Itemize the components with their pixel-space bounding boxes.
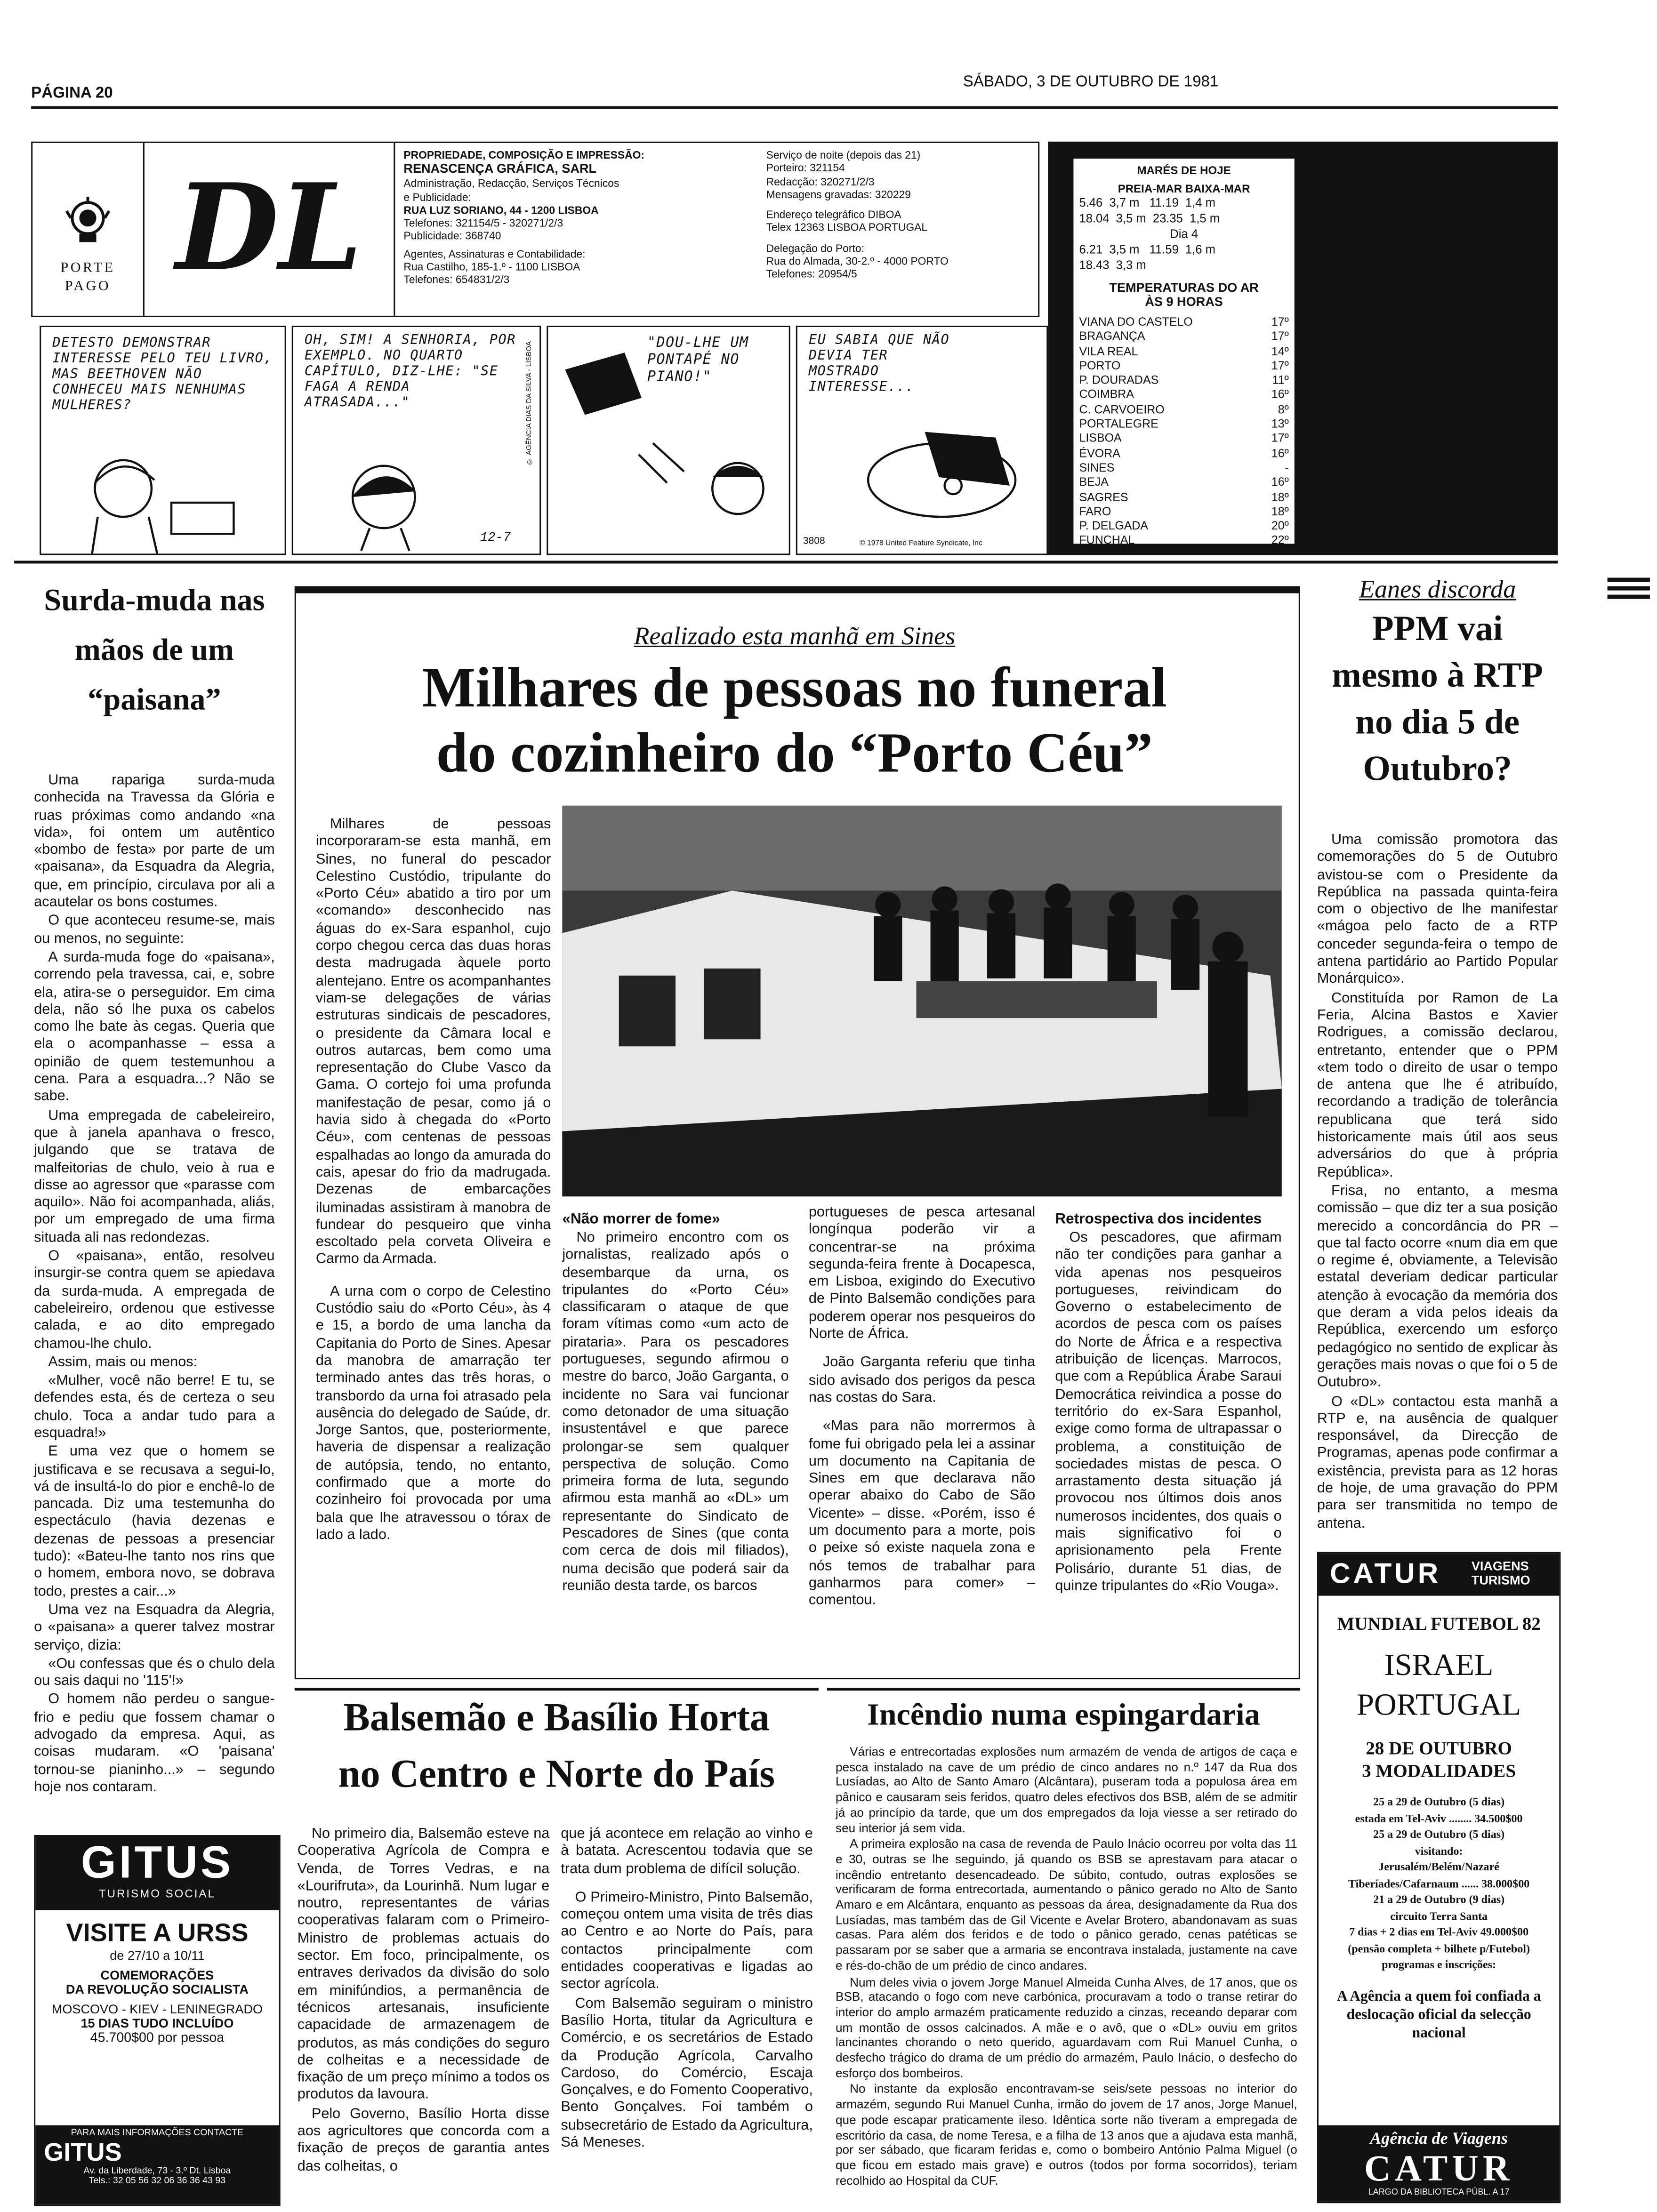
weather-inner (1073, 159, 1294, 547)
temperature-row (1079, 373, 1288, 387)
comic-date-mark: 12-7 (480, 531, 511, 545)
tides-title: MARÉS DE HOJE (1137, 164, 1231, 177)
catur-brand: CATUR (1329, 1559, 1441, 1590)
incendio-headline: Incêndio numa espingardaria (867, 1696, 1260, 1732)
temperature-value: 13º (1271, 416, 1289, 431)
temperature-value: 16º (1271, 445, 1289, 460)
catur-note: A Agência a quem foi confiada a deslocação oficial da selecção nacional (1336, 1988, 1541, 2041)
temperature-value: 18º (1271, 489, 1289, 504)
page-number: PÁGINA 20 (31, 85, 113, 102)
tide-row: 18.43 3,3 m (1079, 257, 1146, 272)
gitus-brand-footer: GITUS (44, 2138, 122, 2167)
imprint-col2: Serviço de noite (depois das 21) Porteiro: 321154 Redacção: 320271/2/3 Mensagens gravadas: 320229 Endereço telegráfico DIBOA Telex 12363 LISBOA PORTUGAL Delegação do Porto: Rua do Almada, 30-2.º - 4000 PORTO Telefones: 20954/5 (766, 148, 949, 281)
city-name: COIMBRA (1079, 387, 1134, 401)
comic-speech-3: "DOU-LHE UM PONTAPÉ NO PIANO!" (647, 336, 749, 385)
subhead-nao-morrer: «Não morrer de fome» (562, 1210, 720, 1228)
gitus-phones: Tels.: 32 05 56 32 06 36 36 43 93 (88, 2176, 226, 2187)
balsemao-headline-line2: no Centro e Norte do País (338, 1753, 775, 1797)
temperature-value: 11º (1272, 372, 1289, 387)
catur-team1: ISRAEL (1384, 1646, 1494, 1683)
comic-copyright: © 1978 United Feature Syndicate, Inc (860, 539, 982, 548)
dl-logo: DL (176, 157, 363, 297)
temperature-value: 22º (1271, 533, 1289, 547)
city-name: P. DELGADA (1079, 518, 1149, 533)
gitus-tagline: TURISMO SOCIAL (98, 1887, 216, 1900)
gitus-address: Av. da Liberdade, 73 - 3.º Dt. Lisboa (83, 2166, 231, 2177)
logo-box (146, 143, 395, 316)
catur-footer-title: Agência de Viagens (1370, 2128, 1508, 2148)
gitus-price: 45.700$00 por pessoa (90, 2030, 225, 2046)
gitus-headline: VISITE A URSS (66, 1918, 249, 1947)
temperature-value: 17º (1271, 358, 1289, 372)
catur-footer-address: LARGO DA BIBLIOTECA PÚBL. A 17 (1368, 2189, 1510, 2198)
subhead-retrospectiva: Retrospectiva dos incidentes (1055, 1210, 1262, 1228)
main-story-kicker: Realizado esta manhã em Sines (634, 621, 956, 650)
right-story-kicker: Eanes discorda (1359, 575, 1516, 603)
temperature-row (1079, 329, 1288, 344)
menu-lines-icon (1608, 577, 1650, 599)
city-name: FUNCHAL (1079, 533, 1135, 547)
temperature-value: 17º (1271, 314, 1289, 329)
comic-panel-4 (796, 326, 1048, 555)
city-name: SAGRES (1079, 489, 1128, 504)
temperature-value: 17º (1271, 431, 1289, 445)
tide-row: 6.21 3,5 m 11.59 1,6 m (1079, 242, 1215, 256)
temperature-row (1079, 504, 1288, 519)
incendio-body: Várias e entrecortadas explosões num armazém de venda de artigos de caça e pesca instalado na cave de um prédio de cinco andares no n.º 147 da Rua dos Lusíadas, ao Alto de Santo Amaro (Alcântara), puseram toda a populosa área em pânico e causaram seis feridos, quatro deles efectivos dos BSB, além de se admitir já ao princípio da tarde, que um dos empregados da loja viesse a ser retirado do seu interior já sem vida. A primeira explosão na casa de revenda de Paulo Inácio ocorreu por volta das 11 e 30, outras se lhe seguindo, já quando os BSB se aprestavam para atacar o incêndio entretanto desencadeado. De súbito, contudo, outras explosões se verificaram de forma entrecortada, aumentando o pânico gerado no Alto de Santo Amaro e em Alcântara, enquanto as pessoas da área, designadamente da Rua dos Lusíadas, mas também das de Gil Vicente e Avelar Brotero, abandonavam as suas casas. Para além dos feridos e de todo o pânico gerado, cenas patéticas se passaram por se saber que a armaria se encontrava instalada, justamente na cave e rés-do-chão de um prédio de cinco andares. Num deles vivia o jovem Jorge Manuel Almeida Cunha Alves, de 17 anos, que os BSB, atacando o fogo com neve carbónica, procuravam a todo o transe retirar do interior do amplo armazém praticamente reduzido a cinzas, receando deparar com um montão de ossos calcinados. A mãe e o avô, que o «DL» ouviu em gritos lancinantes chorando o neto querido, aguardavam com Rui Manuel Cunha, o desfecho trágico do drama de um prédio do armazém, Paulo Inácio, o desfecho do esforço dos bombeiros. No instante da explosão encontravam-se seis/sete pessoas no interior do armazém, segundo Rui Manuel Cunha, irmão do jovem de 17 anos, Jorge Manuel, que pode escapar praticamente ileso. Idêntica sorte não tiveram a empregada de escritório da casa, de nome Teresa, e a filha de 13 anos que a ajudava esta manhã, por ser sábado, que ficaram feridas e, como o bombeiro António Palma Miguel (o que ficou em estado mais grave) e outros (todos por forma socorridos), teriam recolhido ao Hospital da CUF. (836, 1744, 1297, 2188)
coat-of-arms-icon (66, 197, 109, 245)
comic-panel-1 (40, 326, 286, 555)
city-name: PORTO (1079, 358, 1121, 372)
temperature-value: 18º (1271, 504, 1289, 518)
comic-speech-1: DETESTO DEMONSTRAR INTERESSE PELO TEU LIVRO, MAS BEETHOVEN NÃO CONHECEU MAIS NENHUMAS MULHERES? (52, 336, 273, 414)
city-name: FARO (1079, 504, 1111, 518)
temperature-row (1079, 446, 1288, 460)
weather-panel (1048, 142, 1558, 555)
gitus-route: MOSCOVO - KIEV - LENINEGRADO (51, 2002, 263, 2017)
comic-girl-hat-drawing (840, 401, 1038, 537)
main-story-col1: Milhares de pessoas incorporaram-se esta manhã, em Sines, no funeral do pescador Celestino Custódio, tripulante do «Porto Céu» abatido a tiro por um «comando» desconhecido nas águas do ex-Sara espanhol, cujo corpo chegou cerca das duas horas desta madrugada àquele porto alentejano. Entre os acompanhantes viam-se delegações de várias estruturas sindicais de pescadores, o presidente da Câmara local e outros autarcas, bem como uma representação do Clube Vasco da Gama. O cortejo foi uma profunda manifestação de pesar, como já o havia sido à chegada do «Porto Céu», com centenas de pessoas espalhadas ao longo da amurada do cais, apesar do frio da madrugada. Dezenas de embarcações iluminadas assistiram à manobra de fundear do pesqueiro que vinha escoltado pela corveta Oliveira e Carmo da Armada. A urna com o corpo de Celestino Custódio saiu do «Porto Céu», às 4 e 15, a bordo de uma lancha da Capitania do Porto de Sines. Apesar da manobra de amarração ter terminado antes das três horas, o transbordo da urna foi atrasado pela ausência do delegado de Saúde, dr. Jorge Santos, que, posteriormente, haveria de dispensar a realização de autópsia, tendo, no entanto, confirmado que a morte do cozinheiro foi provocada por uma bala que lhe atravessou o tórax de lado a lado. (315, 817, 551, 1543)
temperature-row (1079, 519, 1288, 533)
gitus-days: 15 DIAS TUDO INCLUÍDO (80, 2016, 234, 2031)
city-name: C. CARVOEIRO (1079, 401, 1165, 416)
temperature-row (1079, 475, 1288, 489)
gitus-dates: de 27/10 a 10/11 (110, 1948, 205, 1963)
temperature-row (1079, 417, 1288, 431)
catur-team2: PORTUGAL (1357, 1686, 1521, 1722)
catur-brand-sub: VIAGENS TURISMO (1471, 1559, 1530, 1587)
city-name: ÉVORA (1079, 445, 1120, 460)
balsemao-col1: No primeiro dia, Balsemão esteve na Cooperativa Agrícola de Compra e Venda, de Torres Vedras, e na «Lourifruta», da Lourinhã. Num lugar e noutro, representantes de várias cooperativas falaram com o Primeiro-Ministro de problemas actuais do sector. Em foco, principalmente, os entraves derivados da divisão do solo em minifúndios, a permanência de técnicos artesanais, insuficiente capacidade de armazenagem de produtos, as más condições do seguro de colheitas e a necessidade de fixação de um preço mínimo a todos os produtos da lavoura. Pelo Governo, Basílio Horta disse aos agricultores que concorda com a fixação de preços de garantia antes das colheitas, o (297, 1826, 550, 2174)
comic-panel-3 (547, 326, 790, 555)
gitus-header (35, 1836, 279, 1910)
main-story-col2: «Não morrer de fome» No primeiro encontro com os jornalistas, realizado após o desembarque da urna, os tripulantes do «Porto Céu» classificaram o ataque de que foram vítimas como «um acto de pirataria». Para os pescadores portugueses, segundo afirmou o mestre do barco, João Garganta, o incidente no Sara vai funcionar como detonador de uma situação insustentável e que parece prolongar-se sem qualquer perspectiva de solução. Como primeira forma de luta, segundo afirmou esta manhã ao «DL» um representante do Sindicato de Pescadores de Sines (que conta com cerca de dois mil filiados), numa decisão que poderá sair da reunião desta tarde, os barcos (562, 1210, 789, 1595)
tides-header: PREIA-MAR BAIXA-MAR (1118, 183, 1250, 196)
main-story-headline-line1: Milhares de pessoas no funeral (422, 655, 1167, 720)
catur-footer-brand: CATUR (1364, 2148, 1514, 2189)
comic-number: 3808 (803, 537, 825, 547)
temperature-value: 20º (1271, 518, 1289, 533)
gitus-info: PARA MAIS INFORMAÇÕES CONTACTE (71, 2128, 244, 2138)
catur-title: MUNDIAL FUTEBOL 82 (1337, 1612, 1541, 1634)
right-story-body: Uma comissão promotora das comemorações do 5 de Outubro avistou-se com o Presidente da República na passada quinta-feira com o objectivo de lhe manifestar «mágoa pelo facto de a RTP conceder segunda-feira o tempo de antena partidário ao Partido Popular Monárquico». Constituída por Ramon de La Feria, Alcina Bastos e Xavier Rodrigues, a comissão declarou, entretanto, entender que o PPM «tem todo o direito de usar o tempo de antena que lhe é atribuído, recordando a tradição de tolerância republicana que terá sido historicamente mais útil aos seus adversários do que à própria República». Frisa, no entanto, a mesma comissão – que diz ter a sua posição merecido a concordância do PR – que tal facto ocorre «num dia em que o regime é, obviamente, a Televisão estatal deveriam dedicar particular atenção à evocação da memória dos que deram a vida pelos ideais da República, exercendo um esforço pedagógico no sentido de explicar às gerações mais novas o que foi o 5 de Outubro». O «DL» contactou esta manhã a RTP e, na ausência de qualquer responsável, da Direcção de Programas, apenas pode confirmar a existência, prevista para as 12 horas de hoje, de uma gravação do PPM para ser transmitida no tempo de antena. (1317, 832, 1558, 1531)
temperature-value: 8º (1278, 401, 1289, 416)
temperature-row (1079, 314, 1288, 329)
gitus-footer (35, 2125, 279, 2204)
comic-strip (31, 323, 1048, 558)
city-name: SINES (1079, 460, 1115, 474)
temperature-row (1079, 431, 1288, 446)
left-story-body: Uma rapariga surda-muda conhecida na Travessa da Glória e ruas próximas como andando «na vida», foi ontem um autêntico «bombo de festa» por parte de um «paisana», da Esquadra da Alegria, que, em princípio, circulava por ali a acautelar os bons costumes. O que aconteceu resume-se, mais ou menos, no seguinte: A surda-muda foge do «paisana», correndo pela travessa, cai, e, sobre ela, atira-se o perseguidor. Em cima dela, não só lhe puxa os cabelos como lhe bate às cegas. Queria que ela o acompanhasse – essa a opinião de quem testemunhou a cena. Para a esquadra...? Não se sabe. Uma empregada de cabeleireiro, que à janela apanhava o fresco, julgando que se tratava de malfeitorias de chulo, veio à rua e disse ao agressor que «parasse com aquilo». Não foi acompanhada, aliás, por um empregado de uma firma situada ali nas redondezas. O «paisana», então, resolveu insurgir-se contra quem se apiedava da surda-muda. A empregada de cabeleireiro, ordenou que estivesse calada, e ao dito empregado chamou-lhe chulo. Assim, mais ou menos: «Mulher, você não berre! E tu, se defendes esta, és de certeza o seu chulo. Toca a andar tudo para a esquadra!» E uma vez que o homem se justificava e se recusava a segui-lo, vá de insultá-lo do pior e enchê-lo de pancada. Diz uma testemunha do espectáculo (havia dezenas e dezenas de pessoas a presenciar tudo): «Bateu-lhe tanto nos rins que o homem, embora novo, se dobrava todo, prestes a cair...» Uma vez na Esquadra da Alegria, o «paisana» a querer talvez mostrar serviço, dizia: «Ou confessas que és o chulo dela ou sais daqui no '115'!» O homem não perdeu o sangue-frio e pediu que fossem chamar o advogado da empresa. Aqui, as coisas mudaram. «O 'paisana' tornou-se pianinho...» – segundo hoje nos contaram. (34, 773, 275, 1795)
city-name: BEJA (1079, 474, 1109, 489)
temperature-row (1079, 489, 1288, 504)
temperature-list (1079, 314, 1288, 548)
main-story-col4: Retrospectiva dos incidentes Os pescadores, que afirmam não ter condições para ganhar a vida apenas nos pesqueiros portugueses, reivindicam do Governo o estabelecimento de acordos de pesca com os países do Norte de África e a respectiva atribuição de licenças. Marrocos, que com a República Árabe Saraui Democrática reivindica a posse do território do ex-Sara Espanhol, exige como forma de ultrapassar o problema, a constituição de sociedades mistas de pesca. O arrastamento desta situação já provocou nos últimos dois anos numerosos incidentes, dos quais o mais significativo foi o aprisionamento pela Frente Polisário, durante 51 dias, de quinze tripulantes do «Rio Vouga». (1055, 1210, 1282, 1595)
comic-piano-drawing (554, 341, 780, 548)
city-name: PORTALEGRE (1079, 416, 1158, 431)
temp-title: TEMPERATURAS DO AR (1109, 280, 1259, 295)
comic-speech-2: OH, SIM! A SENHORIA, POR EXEMPLO. NO QUARTO CAPÍTULO, DIZ-LHE: "SE FAGA A RENDA ATRASADA..." (304, 332, 516, 411)
main-story-box (295, 586, 1300, 1680)
photo-fishermen-lifting-coffin (562, 806, 1281, 1196)
temperature-row (1079, 460, 1288, 475)
comic-girl-drawing (72, 441, 256, 554)
balsemao-col2: que já acontece em relação ao vinho e à batata. Acrescentou todavia que se trata dum problema de difícil solução. O Primeiro-Ministro, Pinto Balsemão, começou ontem uma visita de três dias ao Centro e ao Norte do País, para contactos principalmente com entidades cooperativas e ligadas ao sector agrícola. Com Balsemão seguiram o ministro Basílio Horta, titular da Agricultura e Comércio, e os secretários de Estado da Produção Agrícola, Carvalho Cardoso, do Comércio, Escaja Gonçalves, e do Fomento Cooperativo, Bento Gonçalves. Foi também o subsecretário de Estado da Agricultura, Sá Meneses. (561, 1826, 813, 2151)
catur-ad (1317, 1552, 1560, 2203)
temperature-value: - (1285, 460, 1289, 474)
comic-side-credit: © AGÊNCIA DIAS DA SILVA - LISBOA (525, 341, 534, 465)
gitus-ad (34, 1835, 280, 2206)
comic-speech-4: EU SABIA QUE NÃO DEVIA TER MOSTRADO INTERESSE... (808, 332, 950, 395)
catur-modes: 3 MODALIDADES (1362, 1760, 1516, 1781)
tide-row: 18.04 3,5 m 23.35 1,5 m (1079, 211, 1220, 225)
temperature-row (1079, 387, 1288, 402)
temperature-row (1079, 533, 1288, 548)
comic-boy-drawing (327, 455, 497, 551)
porte-pago-label: PORTE PAGO (60, 260, 115, 295)
masthead (31, 142, 1039, 317)
temperature-value: 16º (1271, 387, 1289, 401)
gitus-event-line2: DA REVOLUÇÃO SOCIALISTA (65, 1982, 249, 1996)
main-story-col3: portugueses de pesca artesanal longínqua poderão vir a concentrar-se na próxima segunda-feira frente à Docapesca, em Lisboa, exigindo do Executivo de Pinto Balsemão condições para poderem operar nos pesqueiros do Norte de África. João Garganta referiu que tinha sido avisado dos perigos da pesca nas costas do Sara. «Mas para não morrermos à fome fui obrigado pela lei a assinar um documento na Capitania de Sines em que declarava não operar abaixo do Cabo de São Vicente» – disse. «Porém, isso é um documento para a morte, pois o peixe só existe naquela zona e nós temos de trabalhar para ganharmos para comer» – comentou. (808, 1205, 1036, 1609)
page-date: SÁBADO, 3 DE OUTUBRO DE 1981 (963, 73, 1219, 91)
catur-footer (1319, 2125, 1559, 2202)
funeral-photo (562, 806, 1281, 1196)
catur-ad-header (1319, 1553, 1559, 1595)
city-name: LISBOA (1079, 431, 1122, 445)
gitus-brand: GITUS (80, 1836, 234, 1888)
temperature-value: 14º (1271, 343, 1289, 358)
temperature-row (1079, 358, 1288, 373)
temperature-row (1079, 344, 1288, 358)
right-story-headline: PPM vai mesmo à RTP no dia 5 de Outubro? (1332, 610, 1543, 789)
temperature-row (1079, 402, 1288, 417)
gitus-event-line1: COMEMORAÇÕES (100, 1968, 214, 1982)
tide-row: 5.46 3,7 m 11.19 1,4 m (1079, 195, 1215, 210)
comic-panel-2 (292, 326, 541, 555)
tide-day: Dia 4 (1170, 226, 1198, 241)
balsemao-headline-line1: Balsemão e Basílio Horta (343, 1696, 770, 1740)
temp-subtitle: ÀS 9 HORAS (1145, 294, 1223, 309)
left-story-headline: Surda-muda nas mãos de um “paisana” (44, 582, 265, 717)
imprint-col1: PROPRIEDADE, COMPOSIÇÃO E IMPRESSÃO: RENASCENÇA GRÁFICA, SARL Administração, Redacção, Serviços Técnicos e Publicidade: RUA LUZ SORIANO, 44 - 1200 LISBOA Telefones: 321154/5 - 320271/2/3 Publicidade: 368740 Agentes, Assinaturas e Contabilidade: Rua Castilho, 185-1.º - 1100 LISBOA Telefones: 654831/2/3 (403, 148, 645, 287)
main-story-headline-line2: do cozinheiro do “Porto Céu” (436, 721, 1153, 785)
city-name: BRAGANÇA (1079, 329, 1145, 343)
catur-date: 28 DE OUTUBRO (1366, 1737, 1512, 1759)
temperature-value: 16º (1271, 474, 1289, 489)
porte-pago-box (32, 143, 145, 316)
catur-details: 25 a 29 de Outubro (5 dias) estada em Tel-Aviv ........ 34.500$00 25 a 29 de Outubro (5 dias) visitando: Jerusalém/Belém/Nazaré Tiberíades/Cafarnaum ...... 38.000$00 21 a 29 de Outubro (9 dias) circuito Terra Santa 7 dias + 2 dias em Tel-Aviv 49.000$00 (pensão completa + bilhete p/Futebol) programas e inscrições: (1348, 1795, 1530, 1971)
city-name: VILA REAL (1079, 343, 1138, 358)
temperature-value: 17º (1271, 329, 1289, 343)
city-name: VIANA DO CASTELO (1079, 314, 1193, 329)
city-name: P. DOURADAS (1079, 372, 1159, 387)
